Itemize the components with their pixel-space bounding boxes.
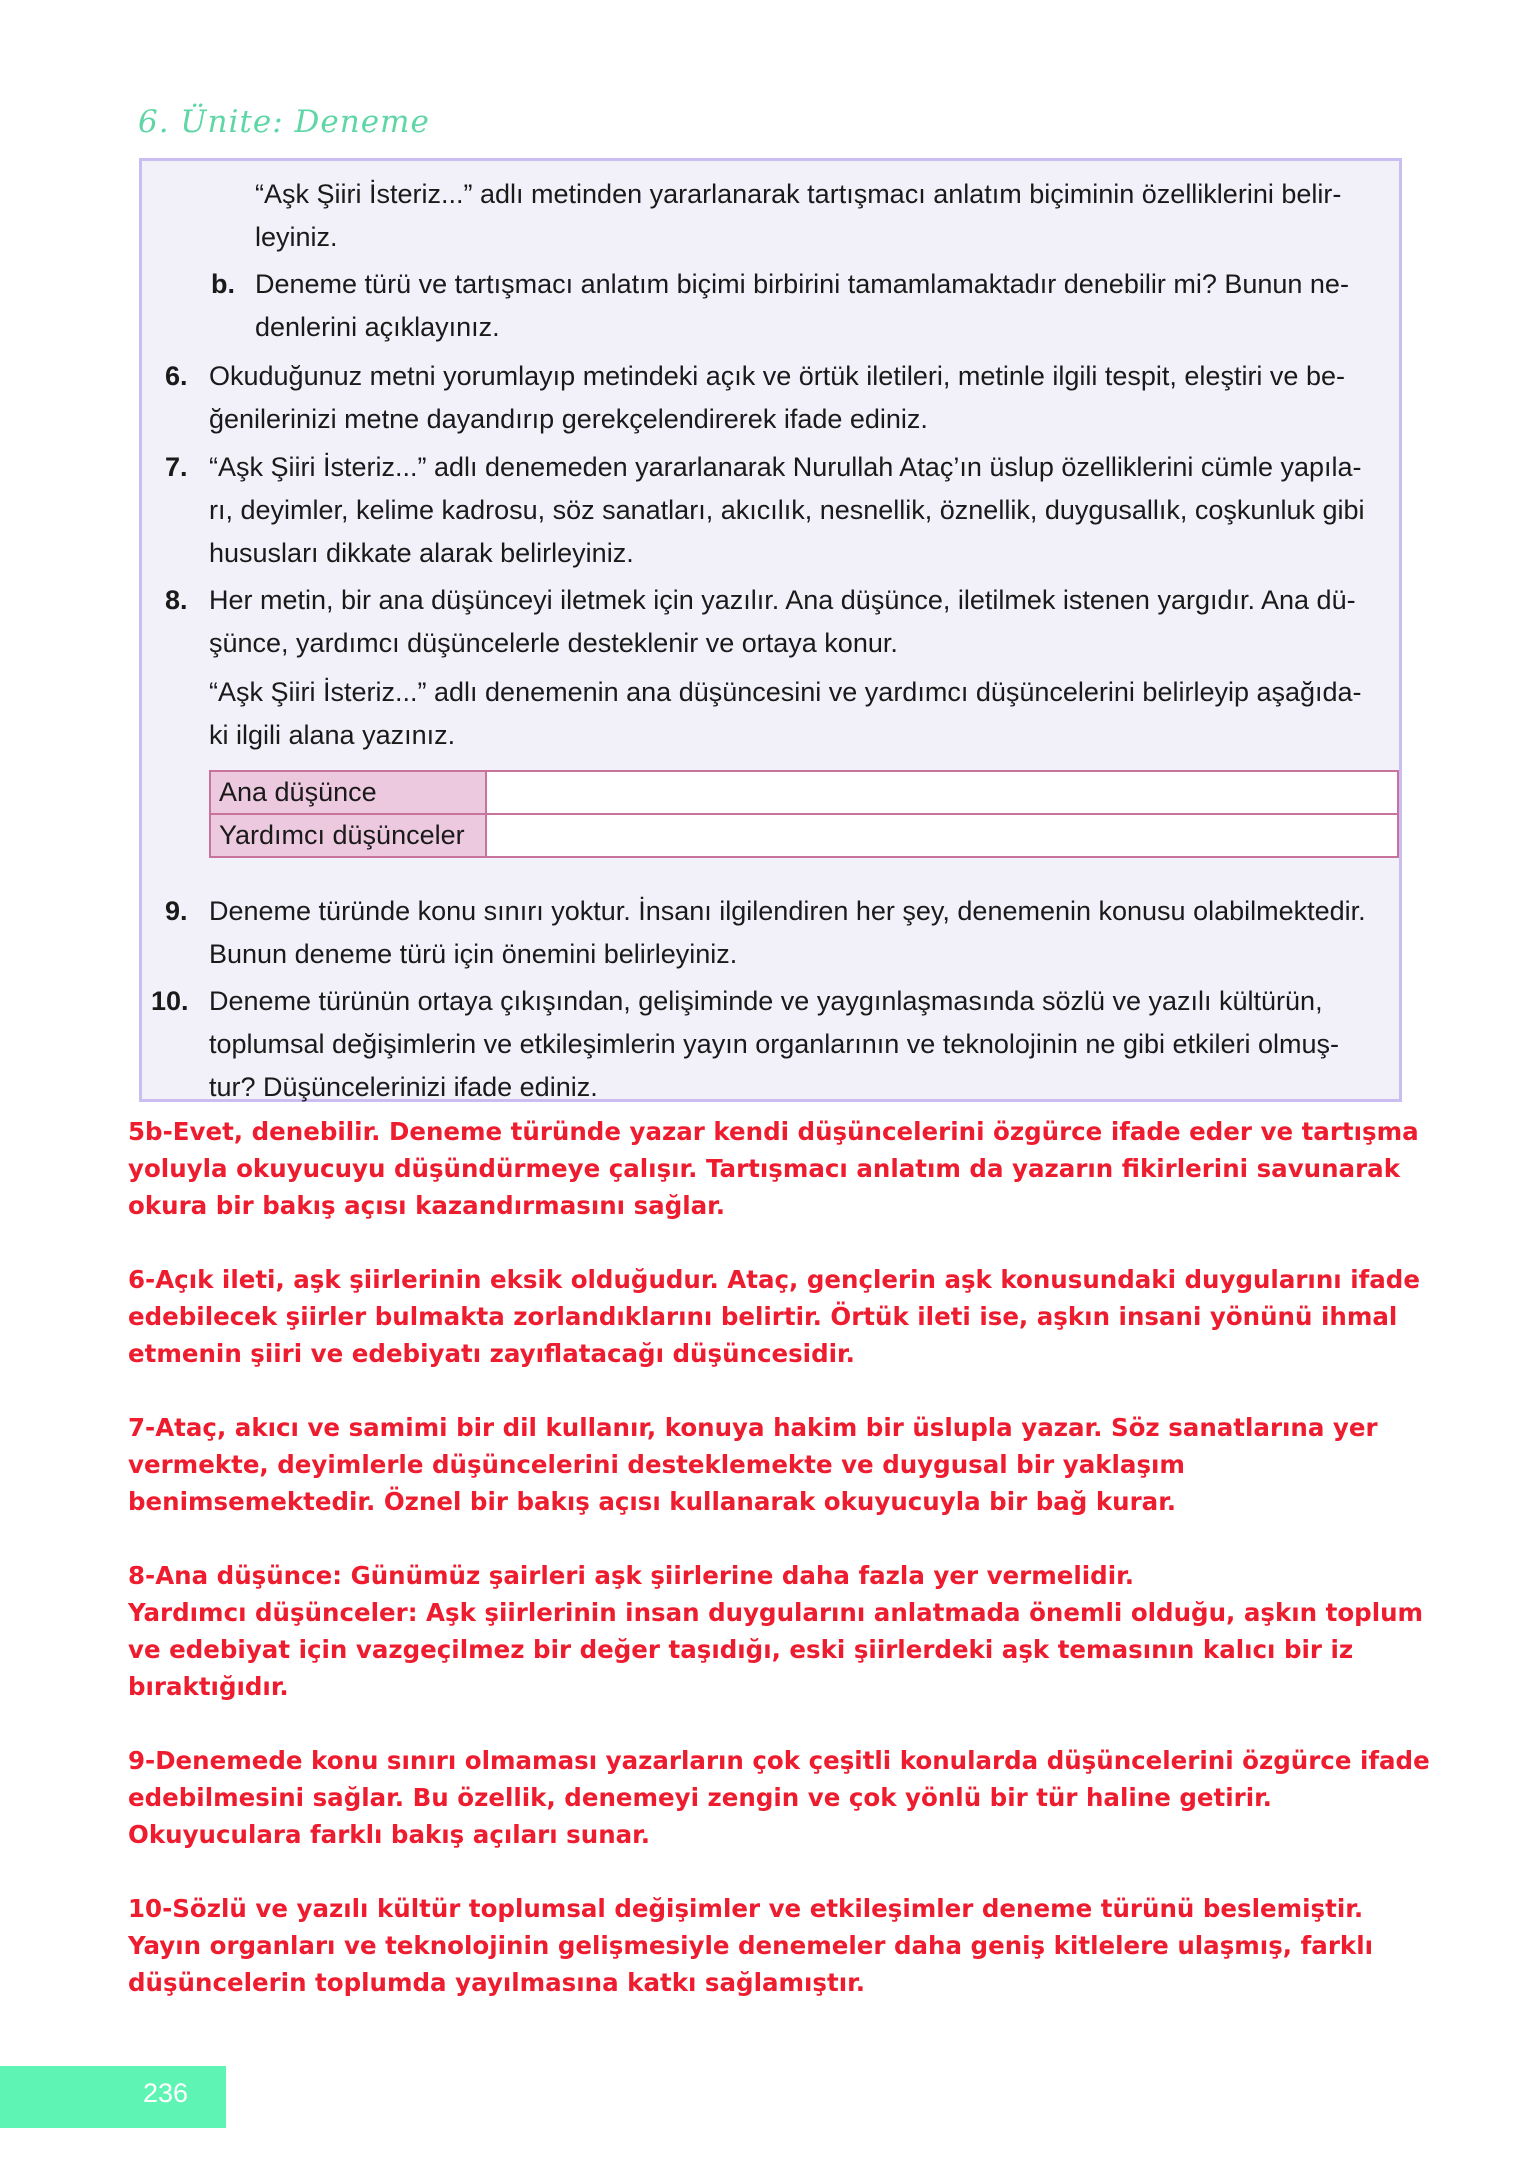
question-9-line-2: Bunun deneme türü için önemini belirleyiniz. (209, 939, 738, 969)
answer-line: 7-Ataç, akıcı ve samimi bir dil kullanır, konuya hakim bir üslupla yazar. Söz sanatlarına yer (128, 1413, 1378, 1442)
unit-title: 6. Ünite: Deneme (138, 104, 430, 140)
page-number: 236 (143, 2078, 189, 2108)
yardimci-dusunceler-label: Yardımcı düşünceler (210, 814, 486, 857)
answer-line: 10-Sözlü ve yazılı kültür toplumsal değişimler ve etkileşimler deneme türünü beslemiştir. (128, 1894, 1364, 1923)
yardimci-dusunceler-field[interactable] (486, 814, 1398, 857)
answer-7 (128, 1409, 1418, 1520)
question-7-line-1: “Aşk Şiiri İsteriz...” adlı denemeden yararlanarak Nurullah Ataç’ın üslup özelliklerini cümle yapıla- (209, 452, 1362, 482)
answer-line: 6-Açık ileti, aşk şiirlerinin eksik olduğudur. Ataç, gençlerin aşk konusundaki duygularını ifade (128, 1265, 1420, 1294)
question-7-number: 7. (165, 452, 188, 482)
question-9-line-1: Deneme türünde konu sınırı yoktur. İnsanı ilgilendiren her şey, denemenin konusu olabilmektedir. (209, 896, 1366, 926)
question-9 (165, 890, 1399, 976)
answer-10 (128, 1890, 1418, 2001)
answer-line: düşüncelerin toplumda yayılmasına katkı sağlamıştır. (128, 1968, 866, 1997)
answer-line: benimsemektedir. Öznel bir bakış açısı kullanarak okuyucuyla bir bağ kurar. (128, 1487, 1177, 1516)
answer-line: 9-Denemede konu sınırı olmaması yazarların çok çeşitli konularda düşüncelerini özgürce ifade (128, 1746, 1430, 1775)
answer-line: okura bir bakış açısı kazandırmasını sağlar. (128, 1191, 726, 1220)
question-8-task-line-2: ki ilgili alana yazınız. (209, 720, 456, 750)
answer-6 (128, 1261, 1418, 1372)
question-10 (151, 980, 1399, 1109)
question-8-line-1: Her metin, bir ana düşünceyi iletmek için yazılır. Ana düşünce, iletilmek istenen yargıdır. Ana dü- (209, 585, 1356, 615)
question-7-line-3: hususları dikkate alarak belirleyiniz. (209, 538, 634, 568)
question-5b-number: b. (211, 269, 235, 299)
answer-line: vermekte, deyimlerle düşüncelerini desteklemekte ve duygusal bir yaklaşım (128, 1450, 1185, 1479)
answer-line: Okuyuculara farklı bakış açıları sunar. (128, 1820, 651, 1849)
answer-line: edebilmesini sağlar. Bu özellik, denemeyi zengin ve çok yönlü bir tür haline getirir. (128, 1783, 1272, 1812)
question-8-number: 8. (165, 585, 188, 615)
question-6-line-2: ğenilerinizi metne dayandırıp gerekçelendirerek ifade ediniz. (209, 404, 928, 434)
question-8 (165, 579, 1399, 665)
answer-8 (128, 1557, 1424, 1705)
question-8-task-line-1: “Aşk Şiiri İsteriz...” adlı denemenin ana düşüncesini ve yardımcı düşüncelerini belirleyip aşağıda- (209, 677, 1362, 707)
question-5b-line-2: denlerini açıklayınız. (255, 312, 500, 342)
answer-line: 8-Ana düşünce: Günümüz şairleri aşk şiirlerine daha fazla yer vermelidir. (128, 1561, 1135, 1590)
ana-dusunce-label: Ana düşünce (210, 771, 486, 814)
answers-section (128, 1113, 1430, 2038)
question-7 (165, 446, 1399, 575)
page-number-tab (0, 2066, 226, 2128)
answer-line: ve edebiyat için vazgeçilmez bir değer taşıdığı, eski şiirlerdeki aşk temasının kalıcı bir iz (128, 1635, 1354, 1664)
answer-line: Yayın organları ve teknolojinin gelişmesiyle denemeler daha geniş kitlelere ulaşmış, farklı (128, 1931, 1373, 1960)
answer-fill-table (209, 770, 1399, 858)
question-5a (255, 173, 1399, 259)
question-8-line-2: şünce, yardımcı düşüncelerle desteklenir ve ortaya konur. (209, 628, 898, 658)
question-10-line-3: tur? Düşüncelerinizi ifade ediniz. (209, 1072, 598, 1102)
question-5b (211, 263, 1399, 349)
question-8-task (209, 671, 1399, 757)
answer-line: etmenin şiiri ve edebiyatı zayıflatacağı düşüncesidir. (128, 1339, 855, 1368)
question-10-number: 10. (151, 986, 189, 1016)
table-row (210, 814, 1398, 857)
questions-box (139, 158, 1402, 1102)
question-9-number: 9. (165, 896, 188, 926)
ana-dusunce-field[interactable] (486, 771, 1398, 814)
answer-9 (128, 1742, 1430, 1853)
question-10-line-1: Deneme türünün ortaya çıkışından, gelişiminde ve yaygınlaşmasında sözlü ve yazılı kültürün, (209, 986, 1323, 1016)
question-10-line-2: toplumsal değişimlerin ve etkileşimlerin yayın organlarının ve teknolojinin ne gibi etkileri olmuş- (209, 1029, 1340, 1059)
answer-line: 5b-Evet, denebilir. Deneme türünde yazar kendi düşüncelerini özgürce ifade eder ve tartışma (128, 1117, 1419, 1146)
question-5a-line-1: “Aşk Şiiri İsteriz...” adlı metinden yararlanarak tartışmacı anlatım biçiminin özelliklerini belir- (255, 179, 1342, 209)
question-6 (165, 355, 1399, 441)
question-6-line-1: Okuduğunuz metni yorumlayıp metindeki açık ve örtük iletileri, metinle ilgili tespit, eleştiri ve be- (209, 361, 1345, 391)
answer-line: yoluyla okuyucuyu düşündürmeye çalışır. Tartışmacı anlatım da yazarın fikirlerini savunarak (128, 1154, 1400, 1183)
question-5b-line-1: Deneme türü ve tartışmacı anlatım biçimi birbirini tamamlamaktadır denebilir mi? Bunun ne- (255, 269, 1349, 299)
question-5a-line-2: leyiniz. (255, 222, 338, 252)
table-row (210, 771, 1398, 814)
answer-line: Yardımcı düşünceler: Aşk şiirlerinin insan duygularını anlatmada önemli olduğu, aşkın toplum (128, 1598, 1424, 1627)
question-6-number: 6. (165, 361, 188, 391)
answer-5b (128, 1113, 1418, 1224)
question-7-line-2: rı, deyimler, kelime kadrosu, söz sanatları, akıcılık, nesnellik, öznellik, duygusallık, coşkunluk gibi (209, 495, 1365, 525)
answer-line: edebilecek şiirler bulmakta zorlandıklarını belirtir. Örtük ileti ise, aşkın insani yönünü ihmal (128, 1302, 1398, 1331)
answer-line: bıraktığıdır. (128, 1672, 289, 1701)
